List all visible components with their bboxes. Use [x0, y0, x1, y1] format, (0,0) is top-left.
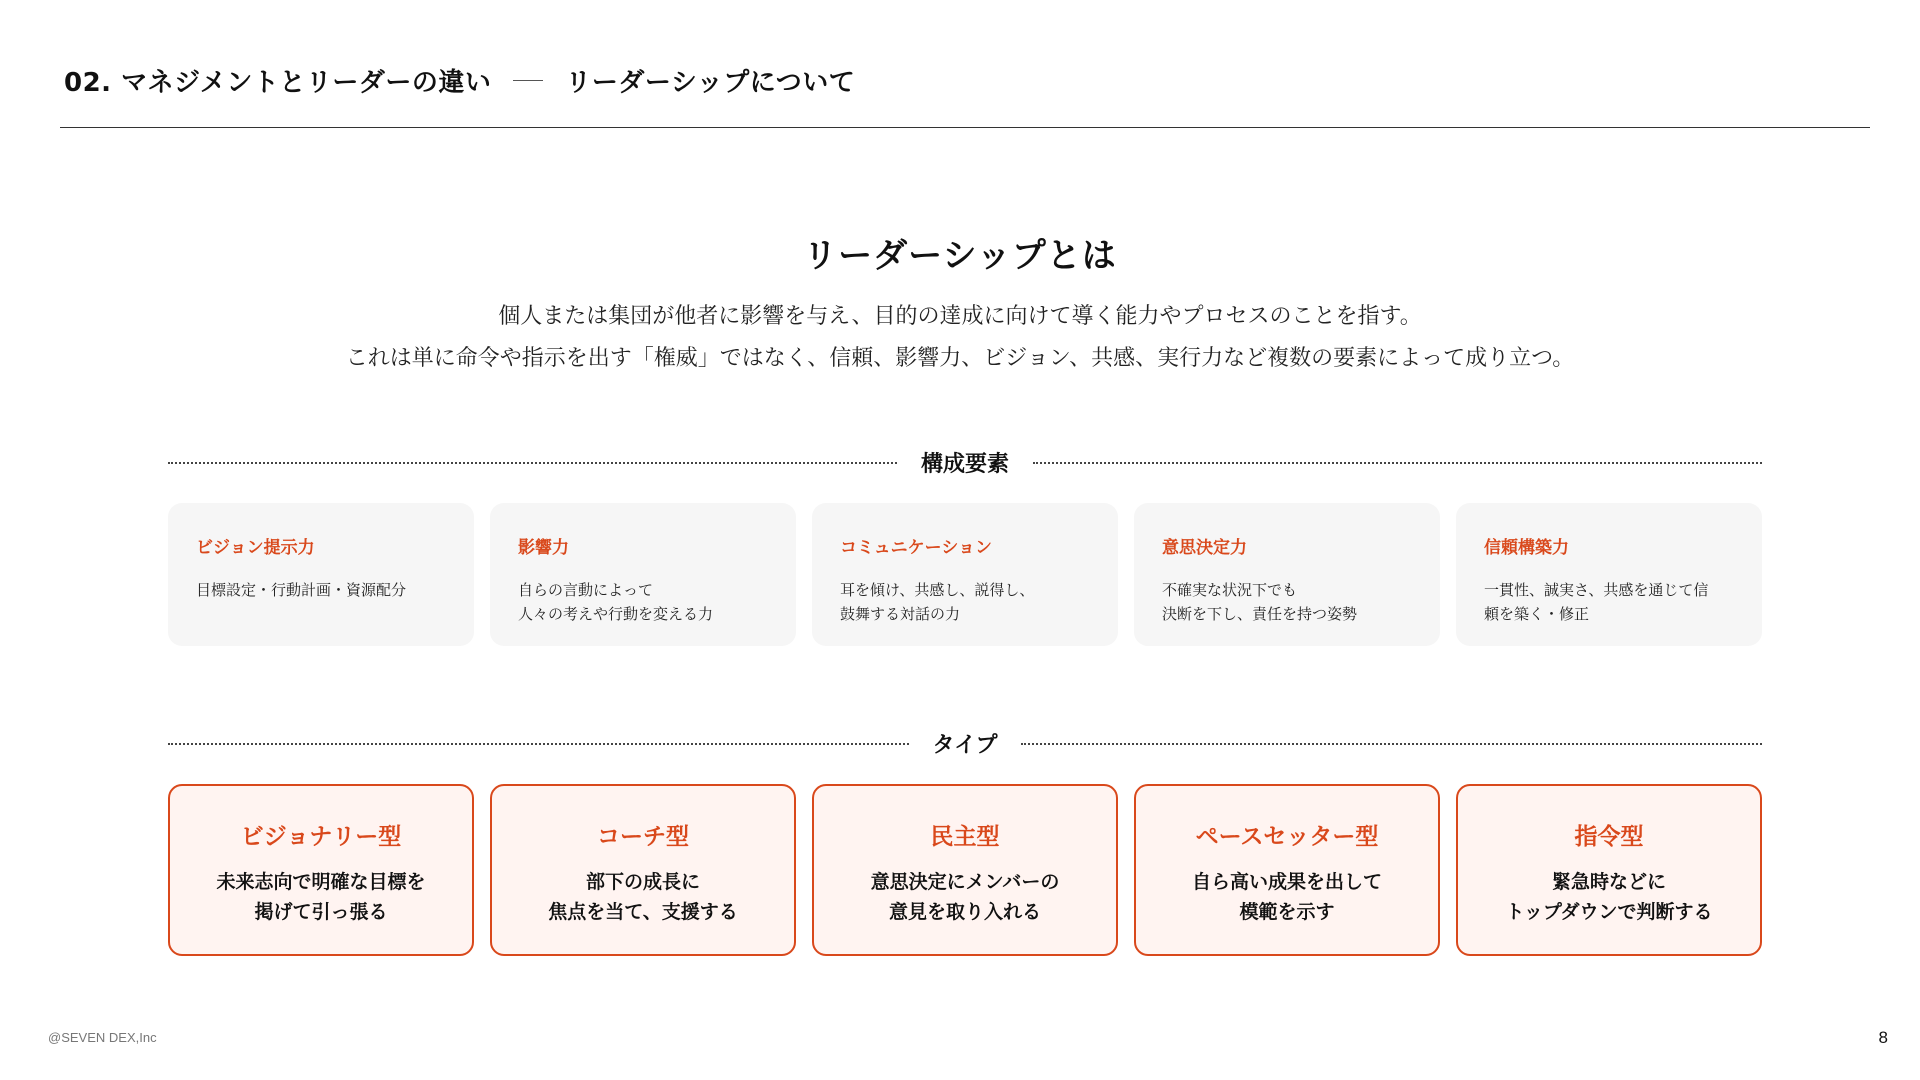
- header-dash: [513, 80, 543, 81]
- slide-header: [64, 62, 855, 99]
- type-line: 部下の成長に: [585, 871, 700, 893]
- type-line: トップダウンで判断する: [1505, 901, 1713, 923]
- dotted-divider: [168, 462, 897, 464]
- type-line: 未来志向で明確な目標を: [216, 871, 426, 893]
- type-card: [168, 784, 474, 956]
- component-card: [1134, 503, 1440, 646]
- component-description: [840, 578, 1090, 626]
- type-line: 意見を取り入れる: [888, 901, 1041, 923]
- type-title: ビジョナリー型: [240, 824, 402, 850]
- type-line: 模範を示す: [1239, 901, 1335, 923]
- component-card: [490, 503, 796, 646]
- component-title: ビジョン提示力: [196, 538, 315, 558]
- types-row: [168, 784, 1762, 956]
- type-description: [814, 867, 1116, 927]
- component-title: 意思決定力: [1162, 538, 1247, 558]
- description: [0, 296, 1920, 380]
- component-description: [1162, 578, 1412, 626]
- component-line: 頼を築く・修正: [1484, 605, 1590, 623]
- component-description: [196, 578, 446, 602]
- component-line: 人々の考えや行動を変える力: [518, 605, 714, 623]
- type-title: ペースセッター型: [1195, 824, 1379, 850]
- type-title: コーチ型: [597, 824, 689, 850]
- type-line: 意思決定にメンバーの: [870, 871, 1060, 893]
- type-line: 焦点を当て、支援する: [548, 901, 738, 923]
- components-row: [168, 503, 1762, 646]
- component-title: 信頼構築力: [1484, 538, 1569, 558]
- page-title: リーダーシップとは: [803, 236, 1117, 276]
- copyright: @SEVEN DEX,Inc: [48, 1030, 157, 1045]
- component-title: コミュニケーション: [840, 538, 992, 558]
- type-line: 緊急時などに: [1551, 871, 1666, 893]
- component-line: 一貫性、誠実さ、共感を通じて信: [1484, 581, 1709, 599]
- component-line: 鼓舞する対話の力: [840, 605, 961, 623]
- component-description: [518, 578, 768, 626]
- component-card: [1456, 503, 1762, 646]
- component-card: [168, 503, 474, 646]
- type-line: 自ら高い成果を出して: [1191, 871, 1382, 893]
- component-line: 耳を傾け、共感し、説得し、: [840, 581, 1035, 599]
- type-card: [490, 784, 796, 956]
- type-description: [492, 867, 794, 927]
- type-card: [1456, 784, 1762, 956]
- type-description: [1136, 867, 1438, 927]
- component-title: 影響力: [518, 538, 569, 558]
- type-card: [812, 784, 1118, 956]
- dotted-divider: [1033, 462, 1762, 464]
- type-title: 民主型: [930, 824, 1000, 850]
- header-divider: [60, 127, 1870, 128]
- component-card: [812, 503, 1118, 646]
- components-section-label: [168, 447, 1762, 478]
- type-title: 指令型: [1574, 824, 1644, 850]
- description-line: 個人または集団が他者に影響を与え、目的の達成に向けて導く能力やプロセスのことを指す。: [498, 304, 1422, 329]
- section-subtitle: リーダーシップについて: [565, 68, 856, 98]
- dotted-divider: [168, 743, 909, 745]
- dotted-divider: [1021, 743, 1762, 745]
- type-description: [1458, 867, 1760, 927]
- type-card: [1134, 784, 1440, 956]
- section-title: 02. マネジメントとリーダーの違い: [64, 68, 492, 98]
- type-line: 掲げて引っ張る: [254, 901, 388, 923]
- type-description: [170, 867, 472, 927]
- component-description: [1484, 578, 1734, 626]
- component-line: 自らの言動によって: [518, 581, 654, 599]
- types-section-label: [168, 728, 1762, 759]
- component-line: 決断を下し、責任を持つ姿勢: [1162, 605, 1358, 623]
- component-line: 不確実な状況下でも: [1162, 581, 1298, 599]
- component-line: 目標設定・行動計画・資源配分: [196, 581, 407, 599]
- components-label: 構成要素: [921, 452, 1010, 477]
- description-line: これは単に命令や指示を出す「権威」ではなく、信頼、影響力、ビジョン、共感、実行力など複数の要素によって成り立つ。: [345, 346, 1575, 371]
- types-label: タイプ: [932, 733, 998, 758]
- page-number: 8: [1878, 1028, 1888, 1047]
